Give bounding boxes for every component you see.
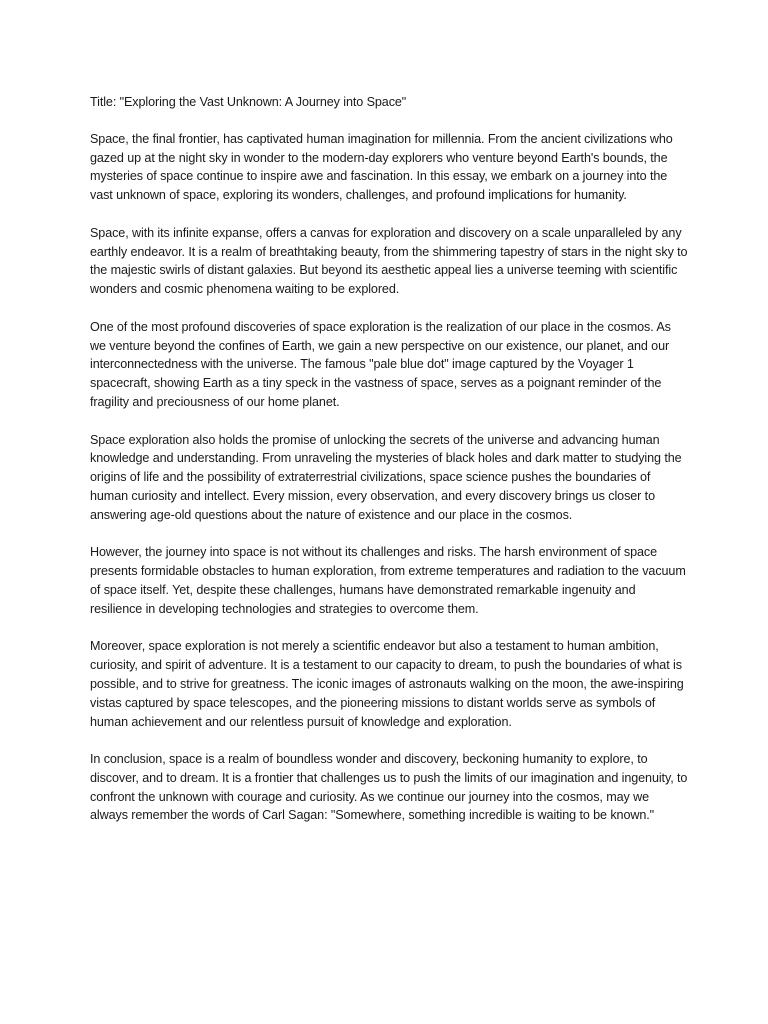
paragraph-conclusion: In conclusion, space is a realm of boundless wonder and discovery, beckoning humanity to explore, to discover, and to dream. It is a frontier that challenges us to push the limits of our imagination and ingenuity, to confront the unknown with courage and curiosity. As we continue our journey into the cosmos, may we always remember the words of Carl Sagan: "Somewhere, something incredible is waiting to be known." [90,752,688,823]
paragraph-challenges: However, the journey into space is not without its challenges and risks. The harsh environment of space presents formidable obstacles to human exploration, from extreme temperatures and radiation to the vacuum of space itself. Yet, despite these challenges, humans have demonstrated remarkable ingenuity and resilience in developing technologies and strategies to overcome them. [90,545,686,616]
paragraph-intro: Space, the final frontier, has captivated human imagination for millennia. From the ancient civilizations who gazed up at the night sky in wonder to the modern-day explorers who venture beyond Earth's bounds, the mysteries of space continue to inspire awe and fascination. In this essay, we embark on a journey into the vast unknown of space, exploring its wonders, challenges, and profound implications for humanity. [90,131,673,203]
document-title: Title: "Exploring the Vast Unknown: A Journey into Space" [90,95,407,109]
paragraph-ambition: Moreover, space exploration is not merely a scientific endeavor but also a testament to human ambition, curiosity, and spirit of adventure. It is a testament to our capacity to dream, to push the boundaries of what is possible, and to strive for greatness. The iconic images of astronauts walking on the moon, the awe-inspiring vistas captured by space telescopes, and the pioneering missions to distant worlds serve as symbols of human achievement and our relentless pursuit of knowledge and exploration. [90,639,684,729]
paragraph-knowledge: Space exploration also holds the promise of unlocking the secrets of the universe and advancing human knowledge and understanding. From unraveling the mysteries of black holes and dark matter to studying the origins of life and the possibility of extraterrestrial civilizations, space science pushes the boundaries of human curiosity and intellect. Every mission, every observation, and every discovery brings us closer to answering age-old questions about the nature of existence and our place in the cosmos. [90,432,682,522]
paragraph-expanse: Space, with its infinite expanse, offers a canvas for exploration and discovery on a scale unparalleled by any earthly endeavor. It is a realm of breathtaking beauty, from the shimmering tapestry of stars in the night sky to the majestic swirls of distant galaxies. But beyond its aesthetic appeal lies a universe teeming with scientific wonders and cosmic phenomena waiting to be explored. [90,225,688,297]
paragraph-place-in-cosmos: One of the most profound discoveries of space exploration is the realization of our place in the cosmos. As we venture beyond the confines of Earth, we gain a new perspective on our existence, our planet, and our interconnectedness with the universe. The famous "pale blue dot" image captured by the Voyager 1 spacecraft, showing Earth as a tiny speck in the vastness of space, serves as a poignant reminder of the fragility and preciousness of our home planet. [90,319,671,409]
